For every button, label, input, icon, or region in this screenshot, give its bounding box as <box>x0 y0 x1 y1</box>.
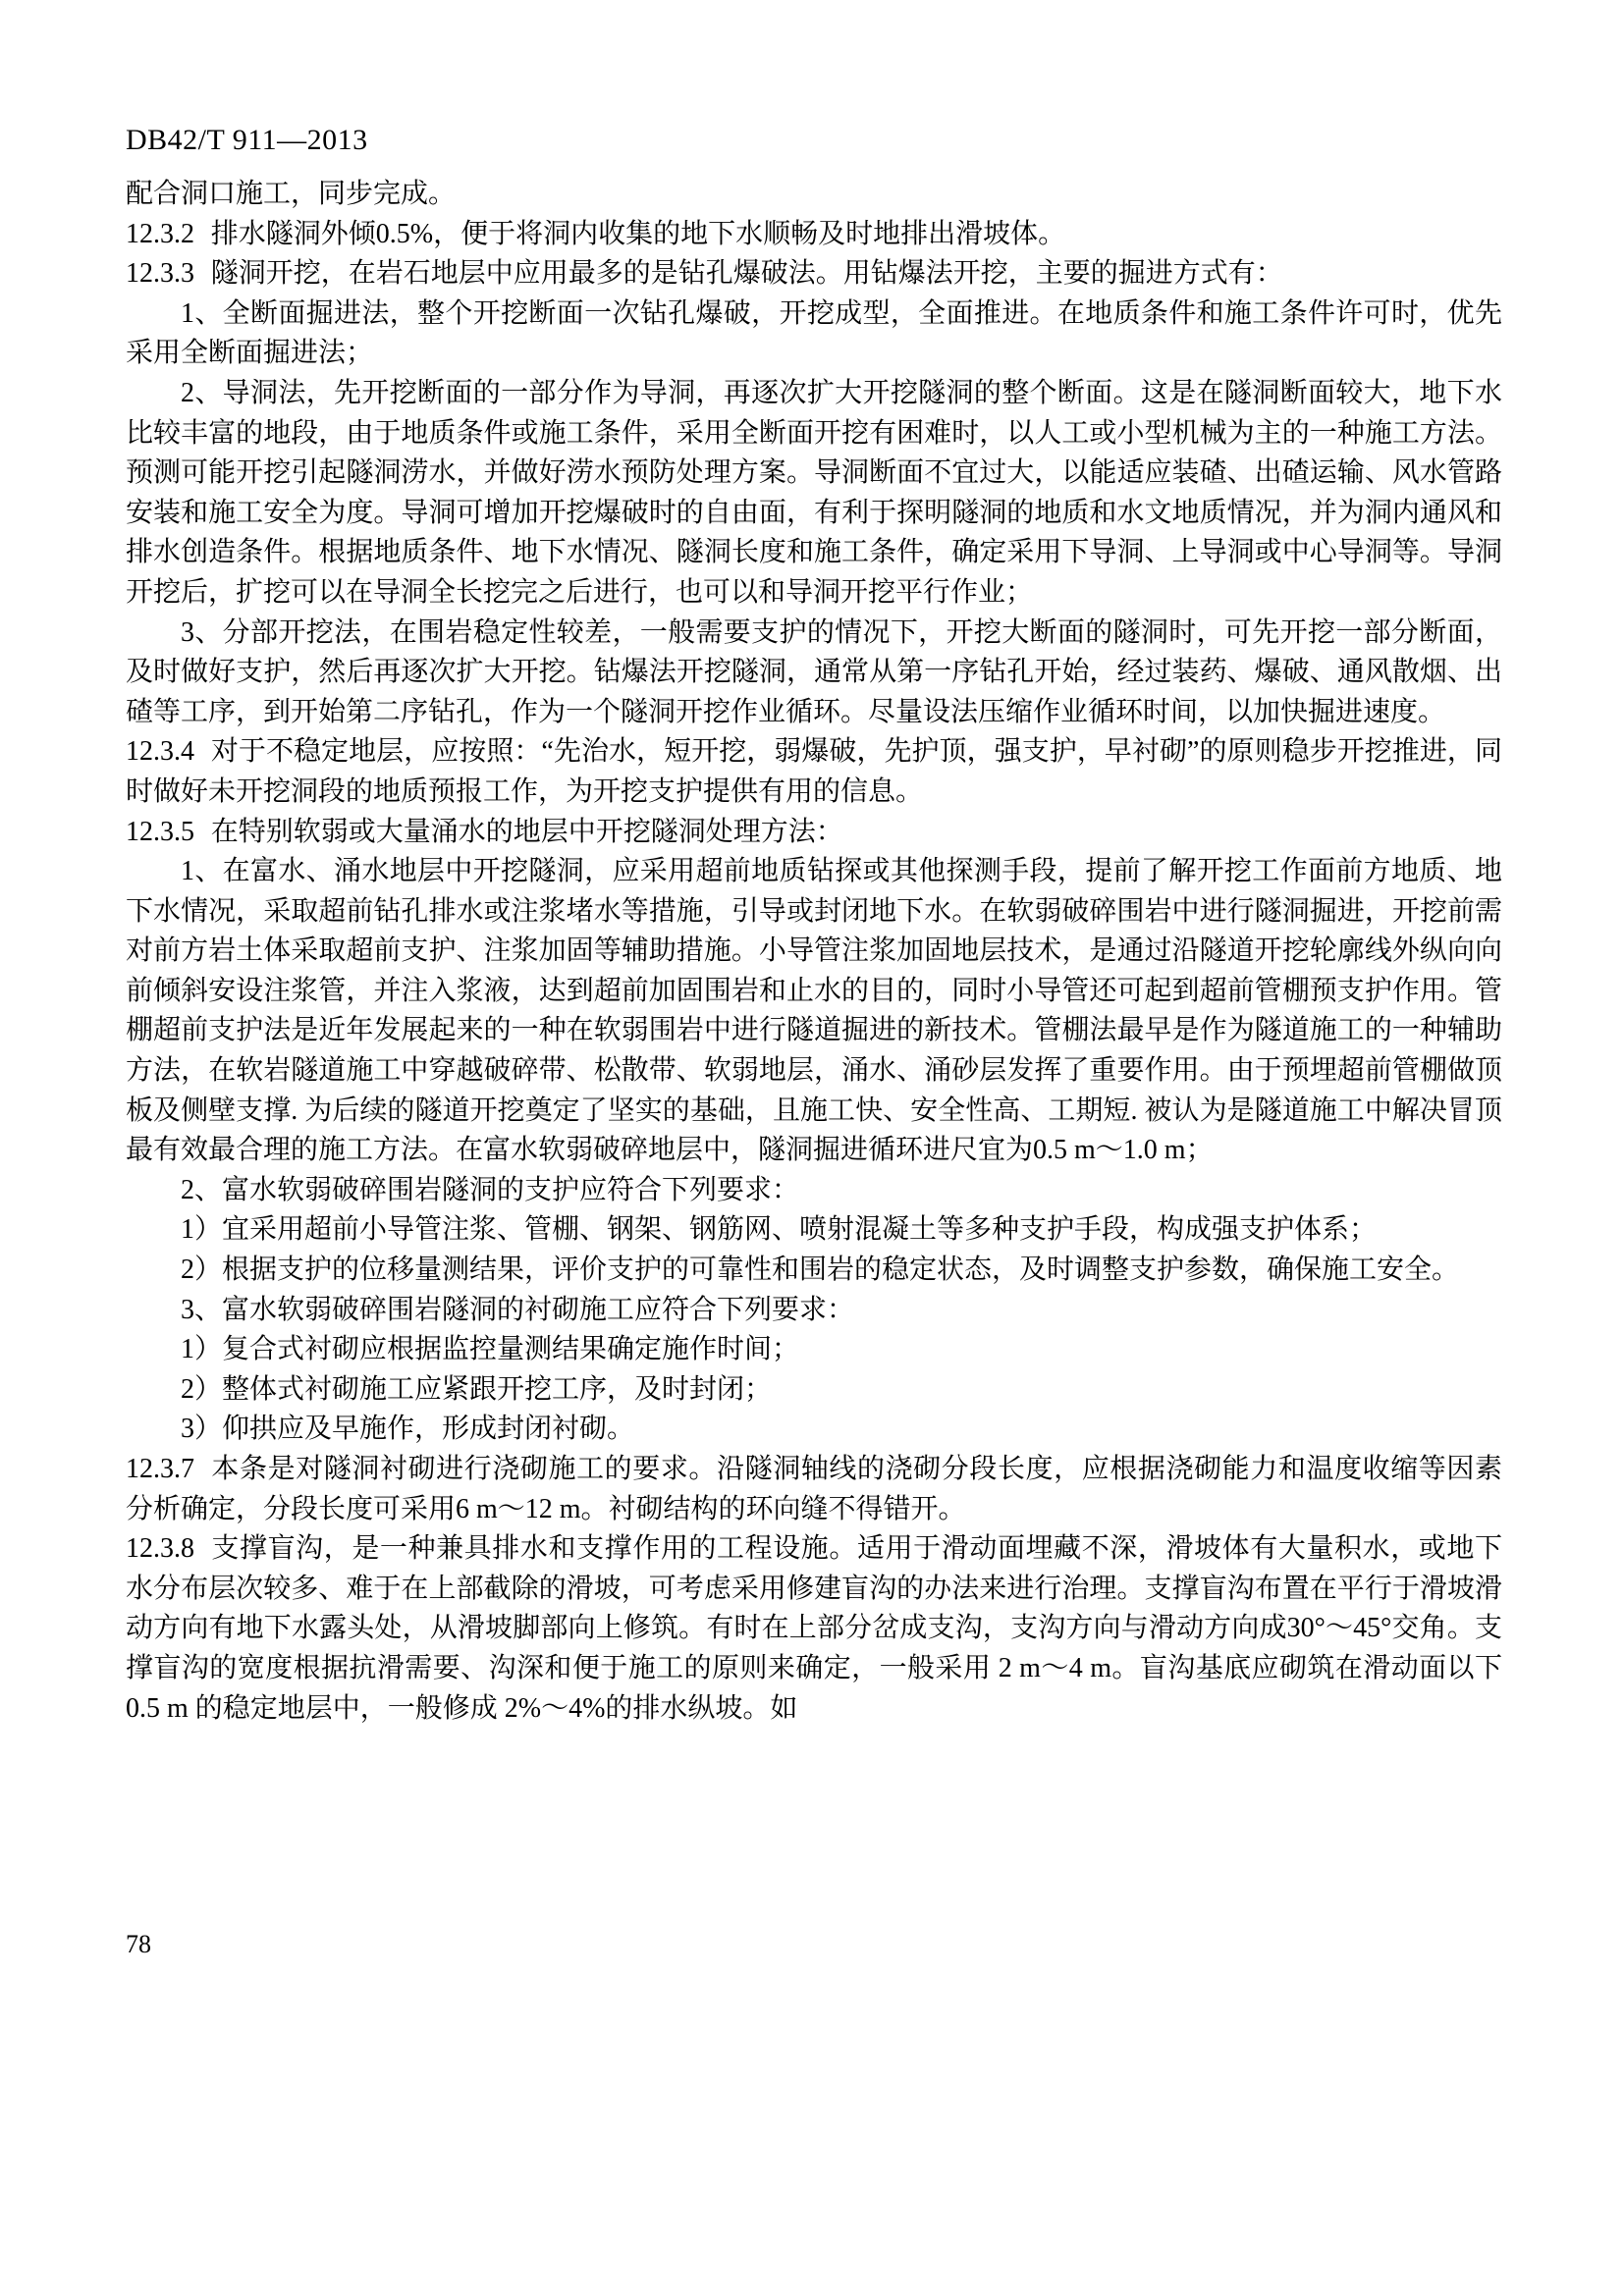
paragraph-text: 排水隧洞外倾0.5%，便于将洞内收集的地下水顺畅及时地排出滑坡体。 <box>210 218 1066 249</box>
paragraph <box>126 1251 1502 1291</box>
paragraph <box>126 175 1502 215</box>
paragraph-text: 1、在富水、涌水地层中开挖隧洞，应采用超前地质钻探或其他探测手段，提前了解开挖工作面前方地质、地下水情况，采取超前钻孔排水或注浆堵水等措施，引导或封闭地下水。在软弱破碎围岩中进行隧洞掘进，开挖前需对前方岩土体采取超前支护、注浆加固等辅助措施。小导管注浆加固地层技术，是通过沿隧道开挖轮廓线外纵向向前倾斜安设注浆管，并注入浆液，达到超前加固围岩和止水的目的，同时小导管还可起到超前管棚预支护作用。管棚超前支护法是近年发展起来的一种在软弱围岩中进行隧道掘进的新技术。管棚法最早是作为隧道施工的一种辅助方法，在软岩隧道施工中穿越破碎带、松散带、软弱地层，涌水、涌砂层发挥了重要作用。由于预埋超前管棚做顶板及侧壁支撑. 为后续的隧道开挖奠定了坚实的基础，且施工快、安全性高、工期短. 被认为是隧道施工中解决冒顶最有效最合理的施工方法。在富水软弱破碎地层中，隧洞掘进循环进尺宜为0.5 m～1.0 m； <box>126 856 1502 1166</box>
paragraph <box>126 1370 1502 1411</box>
paragraph <box>126 1450 1502 1529</box>
paragraph-text: 隧洞开挖，在岩石地层中应用最多的是钻孔爆破法。用钻爆法开挖，主要的掘进方式有： <box>210 258 1283 290</box>
paragraph <box>126 1210 1502 1251</box>
paragraph <box>126 1171 1502 1211</box>
paragraph-text: 1）宜采用超前小导管注浆、管棚、钢架、钢筋网、喷射混凝土等多种支护手段，构成强支护体系； <box>181 1214 1378 1246</box>
paragraph-text: 2、导洞法，先开挖断面的一部分作为导洞，再逐次扩大开挖隧洞的整个断面。这是在隧洞断面较大，地下水比较丰富的地段，由于地质条件或施工条件，采用全断面开挖有困难时，以人工或小型机械为主的一种施工方法。预测可能开挖引起隧洞涝水，并做好涝水预防处理方案。导洞断面不宜过大，以能适应装碴、出碴运输、风水管路安装和施工安全为度。导洞可增加开挖爆破时的自由面，有利于探明隧洞的地质和水文地质情况，并为洞内通风和排水创造条件。根据地质条件、地下水情况、隧洞长度和施工条件，确定采用下导洞、上导洞或中心导洞等。导洞开挖后，扩挖可以在导洞全长挖完之后进行，也可以和导洞开挖平行作业； <box>126 377 1502 608</box>
section-number: 12.3.5 <box>126 816 194 847</box>
paragraph-text: 3）仰拱应及早施作，形成封闭衬砌。 <box>181 1414 635 1445</box>
paragraph-text: 2）根据支护的位移量测结果，评价支护的可靠性和围岩的稳定状态，及时调整支护参数，确保施工安全。 <box>181 1255 1460 1286</box>
paragraph <box>126 813 1502 853</box>
paragraph <box>126 1291 1502 1331</box>
section-number: 12.3.2 <box>126 218 194 249</box>
paragraph <box>126 374 1502 614</box>
paragraph <box>126 1410 1502 1450</box>
doc-number: DB42/T 911—2013 <box>126 124 368 156</box>
paragraph-text: 3、富水软弱破碎围岩隧洞的衬砌施工应符合下列要求： <box>181 1294 855 1325</box>
paragraph <box>126 294 1502 374</box>
paragraph <box>126 254 1502 294</box>
paragraph-text: 在特别软弱或大量涌水的地层中开挖隧洞处理方法： <box>210 816 843 847</box>
paragraph-text: 配合洞口施工，同步完成。 <box>126 179 457 209</box>
paragraph-text: 支撑盲沟，是一种兼具排水和支撑作用的工程设施。适用于滑动面埋藏不深，滑坡体有大量积水，或地下水分布层次较多、难于在上部截除的滑坡，可考虑采用修建盲沟的办法来进行治理。支撑盲沟布置在平行于滑坡滑动方向有地下水露头处，从滑坡脚部向上修筑。有时在上部分岔成支沟，支沟方向与滑动方向成30°～45°交角。支撑盲沟的宽度根据抗滑需要、沟深和便于施工的原则来确定，一般采用 2 m～4 m。盲沟基底应砌筑在滑动面以下 0.5 m 的稳定地层中，一般修成 2%～4%的排水纵坡。如 <box>126 1533 1502 1724</box>
paragraph <box>126 1330 1502 1370</box>
paragraph <box>126 1529 1502 1729</box>
paragraph-text: 3、分部开挖法，在围岩稳定性较差，一般需要支护的情况下，开挖大断面的隧洞时，可先开挖一部分断面，及时做好支护，然后再逐次扩大开挖。钻爆法开挖隧洞，通常从第一序钻孔开始，经过装药、爆破、通风散烟、出碴等工序，到开始第二序钻孔，作为一个隧洞开挖作业循环。尽量设法压缩作业循环时间，以加快掘进速度。 <box>126 616 1502 727</box>
paragraph-text: 1）复合式衬砌应根据监控量测结果确定施作时间； <box>181 1334 800 1365</box>
paragraph-text: 1、全断面掘进法，整个开挖断面一次钻孔爆破，开挖成型，全面推进。在地质条件和施工条件许可时，优先采用全断面掘进法； <box>126 297 1502 369</box>
paragraph-text: 2、富水软弱破碎围岩隧洞的支护应符合下列要求： <box>181 1174 800 1205</box>
section-number: 12.3.4 <box>126 736 194 768</box>
paragraph <box>126 614 1502 733</box>
page-number: 78 <box>126 1930 151 1958</box>
section-number: 12.3.7 <box>126 1454 194 1484</box>
section-number: 12.3.3 <box>126 258 194 290</box>
paragraph-text: 本条是对隧洞衬砌进行浇砌施工的要求。沿隧洞轴线的浇砌分段长度，应根据浇砌能力和温度收缩等因素分析确定，分段长度可采用6 m～12 m。衬砌结构的环向缝不得错开。 <box>126 1454 1502 1524</box>
section-number: 12.3.8 <box>126 1533 194 1565</box>
paragraph <box>126 852 1502 1171</box>
paragraph <box>126 732 1502 812</box>
document-body <box>126 175 1502 1729</box>
paragraph-text: 对于不稳定地层，应按照：“先治水，短开挖，弱爆破，先护顶，强支护，早衬砌”的原则稳步开挖推进，同时做好未开挖洞段的地质预报工作，为开挖支护提供有用的信息。 <box>126 736 1502 807</box>
paragraph-text: 2）整体式衬砌施工应紧跟开挖工序，及时封闭； <box>181 1373 773 1405</box>
paragraph <box>126 215 1502 255</box>
